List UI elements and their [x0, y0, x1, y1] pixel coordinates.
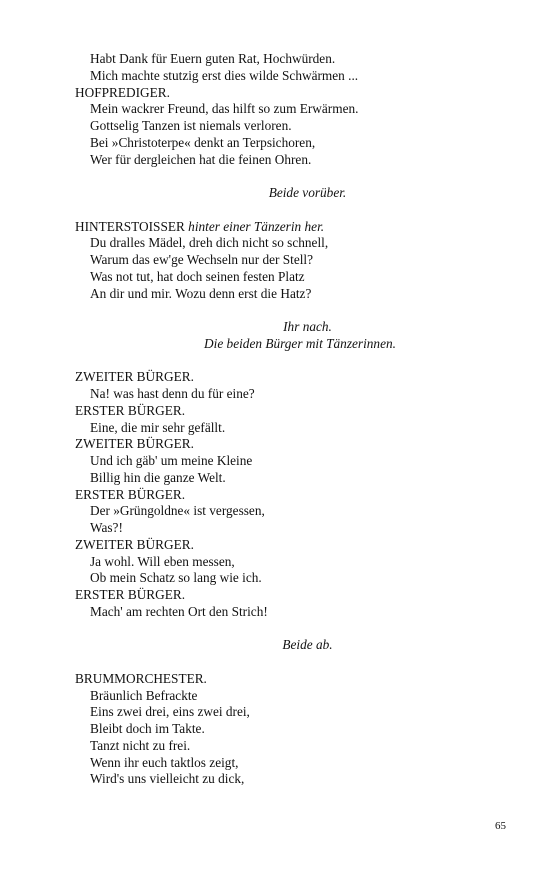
- verse-line: Warum das ew'ge Wechseln nur der Stell?: [90, 252, 314, 267]
- verse-line: Bräunlich Befrackte: [90, 687, 198, 703]
- page-number: 65: [495, 820, 506, 832]
- speaker-name: ERSTER BÜRGER.: [75, 402, 186, 418]
- verse-line: Mein wackrer Freund, das hilft so zum Erwärmen.: [90, 101, 359, 117]
- verse-line: Eins zwei drei, eins zwei drei,: [90, 704, 250, 720]
- speaker-name: ZWEITER BÜRGER.: [75, 369, 194, 385]
- spacer: [75, 302, 475, 319]
- verse-line: Billig hin die ganze Welt.: [90, 469, 226, 485]
- verse-line: Habt Dank für Euern guten Rat, Hochwürden.: [90, 51, 336, 66]
- spacer: [75, 654, 475, 671]
- speaker-name: BRUMMORCHESTER.: [75, 670, 207, 686]
- verse-line: An dir und mir. Wozu denn erst die Hatz?: [90, 285, 312, 301]
- verse-line: Der »Grüngoldne« ist vergessen,: [90, 503, 265, 519]
- verse-line: Na! was hast denn du für eine?: [90, 386, 255, 401]
- verse-line: Wird's uns vielleicht zu dick,: [90, 771, 245, 787]
- speaker-name: HINTERSTOISSER: [75, 218, 185, 234]
- verse-line: Mach' am rechten Ort den Strich!: [90, 603, 268, 619]
- spacer: [75, 202, 475, 219]
- verse-line: Bleibt doch im Takte.: [90, 721, 205, 736]
- spacer: [75, 353, 475, 370]
- verse-line: Wer für dergleichen hat die feinen Ohren.: [90, 151, 312, 167]
- verse-line: Bei »Christoterpe« denkt an Terpsichoren,: [90, 134, 316, 150]
- verse-line: Eine, die mir sehr gefällt.: [90, 419, 226, 435]
- stage-direction-inline: hinter einer Tänzerin her.: [188, 218, 325, 234]
- speaker-name: ZWEITER BÜRGER.: [75, 436, 194, 452]
- page-text: [75, 51, 475, 788]
- stage-direction: Beide ab.: [282, 637, 333, 653]
- stage-direction: Beide vorüber.: [268, 185, 347, 200]
- speaker-name: ERSTER BÜRGER.: [75, 486, 186, 502]
- spacer: [75, 168, 475, 185]
- verse-line: Tanzt nicht zu frei.: [90, 737, 191, 753]
- verse-line: Was not tut, hat doch seinen festen Platz: [90, 268, 305, 284]
- speaker-line: [75, 219, 475, 236]
- stage-direction: Ihr nach.: [283, 319, 332, 334]
- speaker-name: ERSTER BÜRGER.: [75, 587, 186, 602]
- stage-direction: Die beiden Bürger mit Tänzerinnen.: [204, 335, 396, 351]
- verse-line: Wenn ihr euch taktlos zeigt,: [90, 754, 239, 770]
- verse-line: Ob mein Schatz so lang wie ich.: [90, 570, 262, 586]
- speaker-name: ZWEITER BÜRGER.: [75, 536, 194, 552]
- verse-line: Du dralles Mädel, dreh dich nicht so schnell,: [90, 235, 329, 251]
- verse-line: Ja wohl. Will eben messen,: [90, 553, 235, 569]
- verse-line: Was?!: [90, 520, 123, 535]
- verse-line: Mich machte stutzig erst dies wilde Schwärmen ...: [90, 67, 359, 83]
- verse-line: Gottselig Tanzen ist niemals verloren.: [90, 118, 292, 133]
- verse-line: Und ich gäb' um meine Kleine: [90, 453, 253, 468]
- speaker-name: HOFPREDIGER.: [75, 84, 170, 100]
- spacer: [75, 621, 475, 638]
